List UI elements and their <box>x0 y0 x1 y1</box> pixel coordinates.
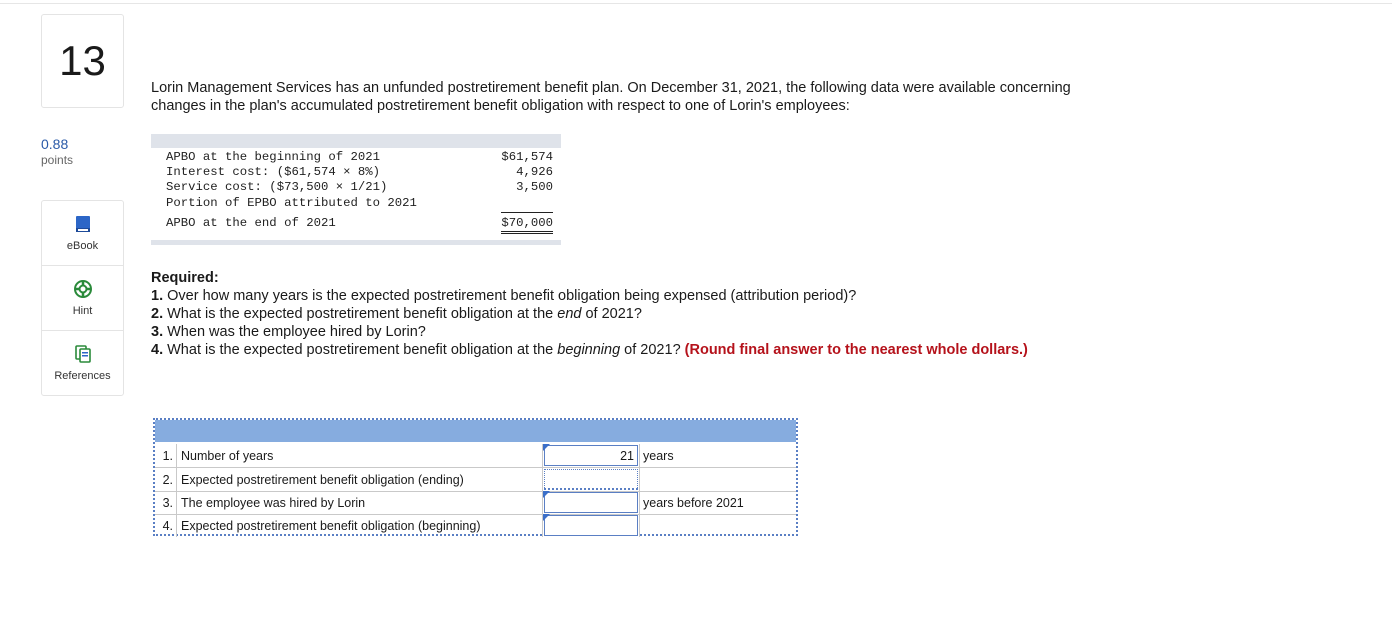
data-row <box>166 165 553 180</box>
question-intro: Lorin Management Services has an unfunded postretirement benefit plan. On December 31, 2021, the following data were available concerning changes in the plan's accumulated postretirement benefit obligation with respect to one of Lorin's employees: <box>151 80 1071 114</box>
years-before-input[interactable] <box>544 492 638 513</box>
answer-table <box>153 418 798 536</box>
input-flag-icon <box>543 444 550 451</box>
ebook-button[interactable] <box>42 201 123 266</box>
hint-label: Hint <box>72 305 93 317</box>
hint-icon <box>73 279 93 299</box>
required-item-text: When was the employee hired by Lorin? <box>167 324 426 340</box>
references-label: References <box>54 370 111 382</box>
tool-panel <box>41 200 124 396</box>
data-row <box>166 180 553 195</box>
points-label: points <box>41 153 74 167</box>
answer-row-label: Expected postretirement benefit obligation (beginning) <box>177 514 543 537</box>
answer-input-cell <box>543 514 640 537</box>
answer-row-num: 1. <box>155 444 177 467</box>
required-item-num: 2. <box>151 306 164 322</box>
ebook-icon <box>73 214 93 234</box>
required-item-2 <box>151 305 1071 323</box>
required-item-num: 3. <box>151 324 164 340</box>
answer-row-num: 2. <box>155 468 177 491</box>
data-row-total <box>166 210 553 238</box>
answer-row-label: Number of years <box>177 444 543 467</box>
points-value: 0.88 <box>41 136 69 152</box>
references-button[interactable] <box>42 331 123 395</box>
required-item-4 <box>151 341 1071 359</box>
required-item-text: What is the expected postretirement benefit obligation at the <box>167 342 558 358</box>
answer-table-header <box>155 420 796 442</box>
input-flag-icon <box>543 514 550 521</box>
required-item-text: of 2021? <box>581 306 642 322</box>
references-icon <box>73 344 93 364</box>
data-row-label: APBO at the beginning of 2021 <box>166 150 381 164</box>
answer-input-cell <box>543 491 640 514</box>
data-row-label: Interest cost: ($61,574 × 8%) <box>166 165 381 179</box>
answer-row-label: Expected postretirement benefit obligation (ending) <box>177 468 543 491</box>
required-item-em: beginning <box>557 342 621 358</box>
required-item-text: Over how many years is the expected postretirement benefit obligation being expensed (attribution period)? <box>167 288 857 304</box>
answer-row <box>155 468 796 492</box>
required-item-3 <box>151 323 1071 341</box>
data-row-value: 3,500 <box>516 180 553 194</box>
hint-button[interactable] <box>42 266 123 331</box>
rounding-instruction: (Round final answer to the nearest whole dollars.) <box>684 342 1028 358</box>
data-row-label: Service cost: ($73,500 × 1/21) <box>166 180 388 194</box>
answer-row-num: 4. <box>155 514 177 537</box>
required-section <box>151 269 1071 359</box>
number-of-years-input[interactable]: 21 <box>544 445 638 466</box>
answer-row-unit <box>640 514 796 537</box>
data-row-label: APBO at the end of 2021 <box>166 216 336 230</box>
required-title: Required: <box>151 270 219 286</box>
required-item-text: What is the expected postretirement benefit obligation at the <box>167 306 558 322</box>
data-row-label: Portion of EPBO attributed to 2021 <box>166 196 417 210</box>
answer-row <box>155 514 796 537</box>
data-row-value: $70,000 <box>501 212 553 234</box>
answer-row <box>155 491 796 515</box>
answer-row-label: The employee was hired by Lorin <box>177 491 543 514</box>
required-item-1 <box>151 287 1071 305</box>
data-row <box>166 150 553 165</box>
required-item-text: of 2021? <box>620 342 685 358</box>
input-flag-icon <box>543 491 550 498</box>
epbo-beginning-input[interactable] <box>544 515 638 536</box>
epbo-ending-input[interactable] <box>544 469 638 490</box>
data-row-value: $61,574 <box>501 150 553 164</box>
answer-row-num: 3. <box>155 491 177 514</box>
required-item-num: 1. <box>151 288 164 304</box>
answer-row-unit: years before 2021 <box>643 495 744 510</box>
top-divider <box>0 3 1392 4</box>
required-item-em: end <box>557 306 582 322</box>
ebook-label: eBook <box>66 240 99 252</box>
apbo-data-table <box>151 134 561 245</box>
question-number: 13 <box>41 14 124 108</box>
data-row-value: 4,926 <box>516 165 553 179</box>
answer-row <box>155 444 796 468</box>
answer-input-cell <box>543 468 640 491</box>
required-item-num: 4. <box>151 342 164 358</box>
answer-row-unit <box>640 468 796 491</box>
answer-row-unit: years <box>643 448 674 463</box>
data-row <box>166 196 553 211</box>
answer-input-cell <box>543 444 640 467</box>
